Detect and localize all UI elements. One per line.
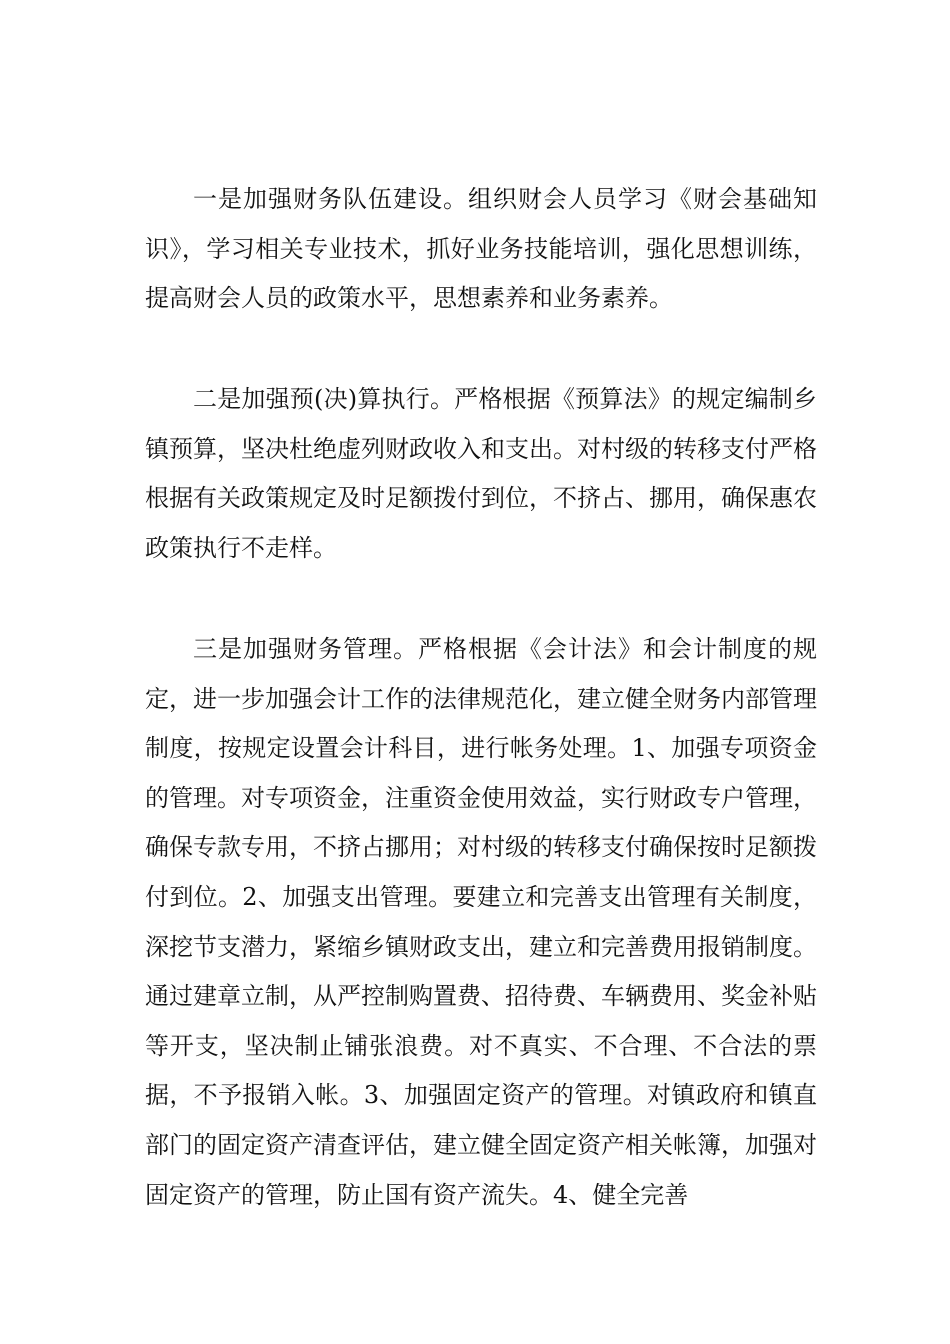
paragraph-financial-management: 三是加强财务管理。严格根据《会计法》和会计制度的规定，进一步加强会计工作的法律规范化，建立健全财务内部管理制度，按规定设置会计科目，进行帐务处理。1、加强专项资金的管理。对专项资金，注重资金使用效益，实行财政专户管理，确保专款专用，不挤占挪用；对村级的转移支付确保按时足额拨付到位。2、加强支出管理。要建立和完善支出管理有关制度，深挖节支潜力，紧缩乡镇财政支出，建立和完善费用报销制度。通过建章立制，从严控制购置费、招待费、车辆费用、奖金补贴等开支，坚决制止铺张浪费。对不真实、不合理、不合法的票据，不予报销入帐。3、加强固定资产的管理。对镇政府和镇直部门的固定资产清查评估，建立健全固定资产相关帐簿，加强对固定资产的管理，防止国有资产流失。4、健全完善 [145,635,817,1209]
paragraph-budget-execution: 二是加强预(决)算执行。严格根据《预算法》的规定编制乡镇预算，坚决杜绝虚列财政收入和支出。对村级的转移支付严格根据有关政策规定及时足额拨付到位，不挤占、挪用，确保惠农政策执行不走样。 [145,385,817,562]
paragraph-finance-team: 一是加强财务队伍建设。组织财会人员学习《财会基础知识》，学习相关专业技术，抓好业务技能培训，强化思想训练，提高财会人员的政策水平，思想素养和业务素养。 [145,185,817,313]
